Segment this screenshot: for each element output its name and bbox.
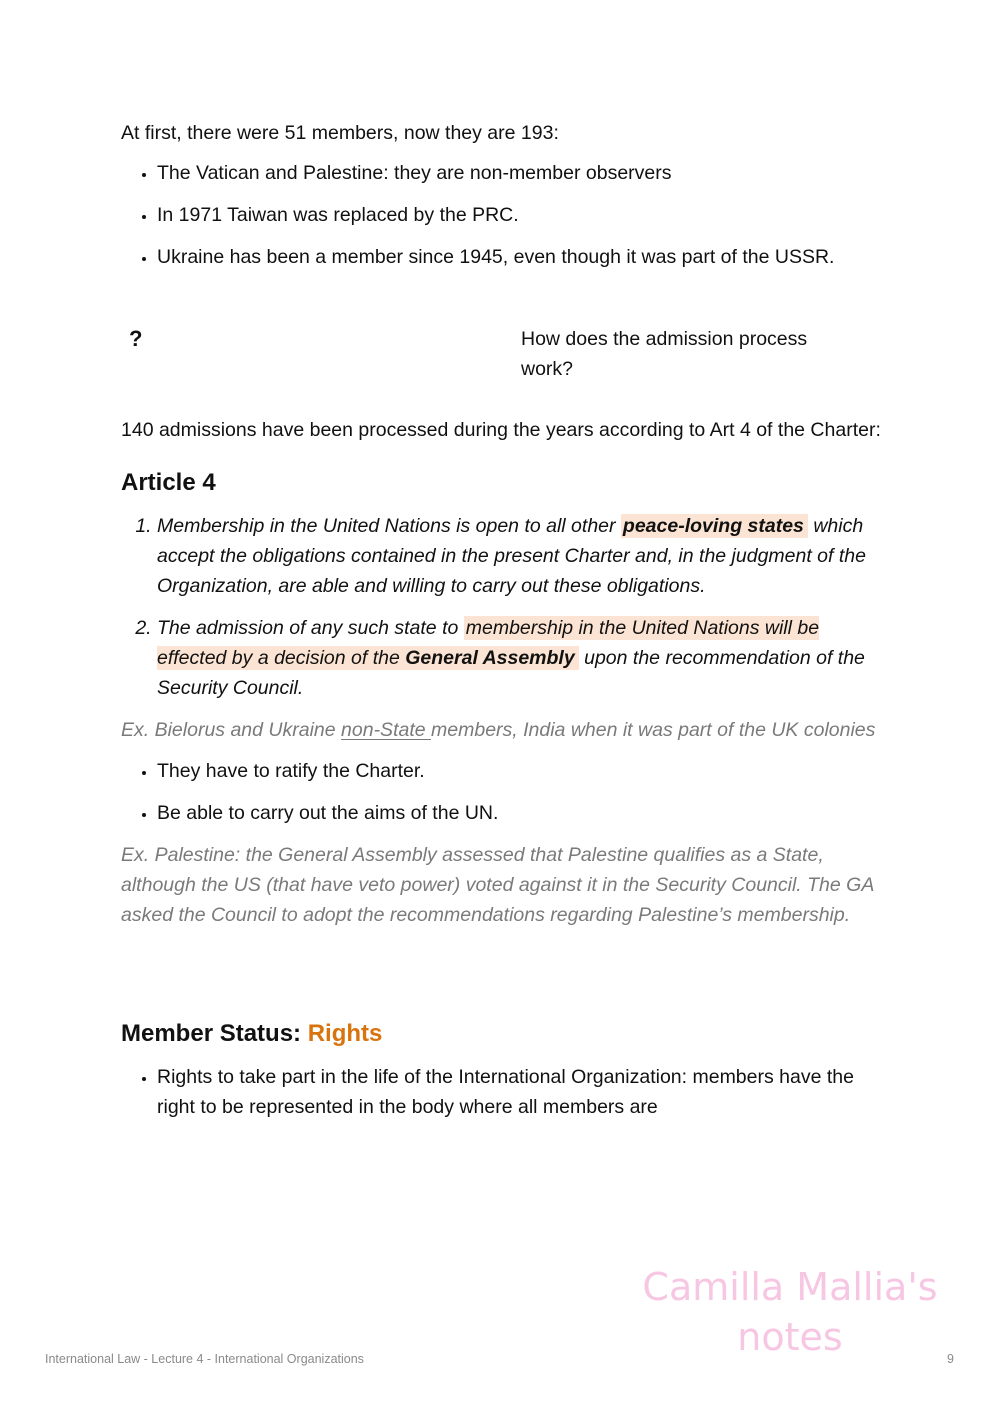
rights-accent: Rights xyxy=(307,1020,383,1047)
admissions-text: 140 admissions have been processed during the years according to Art 4 of the Charter: xyxy=(121,419,881,441)
members-list xyxy=(121,158,883,272)
article-item-1: 1. Membership in the United Nations is open to all other peace-loving states which accept the obligations contained in the present Charter and, in the judgment of the Organization, are able and willing to carry out these obligations. xyxy=(157,511,883,601)
footer-title: International Law - Lecture 4 - International Organizations xyxy=(45,1352,364,1366)
list-item: • Rights to take part in the life of the International Organization: members have the right to be represented in the body where all members are xyxy=(157,1062,883,1122)
rights-list xyxy=(121,1062,883,1122)
list-item: • Be able to carry out the aims of the UN. xyxy=(157,798,883,828)
list-item: • The Vatican and Palestine: they are non-member observers xyxy=(157,158,883,188)
list-item: • Ukraine has been a member since 1945, even though it was part of the USSR. xyxy=(157,242,883,272)
page-content xyxy=(121,118,883,1134)
article-heading: Article 4 xyxy=(121,469,216,496)
article-section xyxy=(121,467,883,703)
watermark: Camilla Mallia's notes xyxy=(642,1265,938,1359)
list-item: • They have to ratify the Charter. xyxy=(157,756,883,786)
intro-text: At first, there were 51 members, now they are 193: xyxy=(121,122,559,144)
example-note-2: Ex. Palestine: the General Assembly assessed that Palestine qualifies as a State, although the US (that have veto power) voted against it in the Security Council. The GA asked the Council to adopt the recommendations regarding Palestine’s membership. xyxy=(121,844,874,926)
conditions-list xyxy=(121,756,883,828)
list-item: • In 1971 Taiwan was replaced by the PRC. xyxy=(157,200,883,230)
page-number: 9 xyxy=(947,1352,954,1366)
question-callout xyxy=(121,324,883,388)
article-list xyxy=(121,511,883,703)
question-text: How does the admission process work? xyxy=(521,328,808,380)
article-item-2: 2. The admission of any such state to membership in the United Nations will be effected by a decision of the General Assembly upon the recommendation of the Security Council. xyxy=(157,613,883,703)
highlight-membership: membership in the United Nations will be effected by a decision of the General Assembly xyxy=(157,617,820,669)
question-mark-icon: ? xyxy=(129,326,143,351)
underlined-non-state: non-State xyxy=(341,719,432,741)
highlight-peace-loving: peace-loving states xyxy=(621,514,808,538)
example-note-1: Ex. Bielorus and Ukraine non-State members, India when it was part of the UK colonies xyxy=(121,719,876,741)
general-assembly-bold: General Assembly xyxy=(405,647,575,669)
member-status-heading: Member Status: Rights xyxy=(121,1020,383,1047)
